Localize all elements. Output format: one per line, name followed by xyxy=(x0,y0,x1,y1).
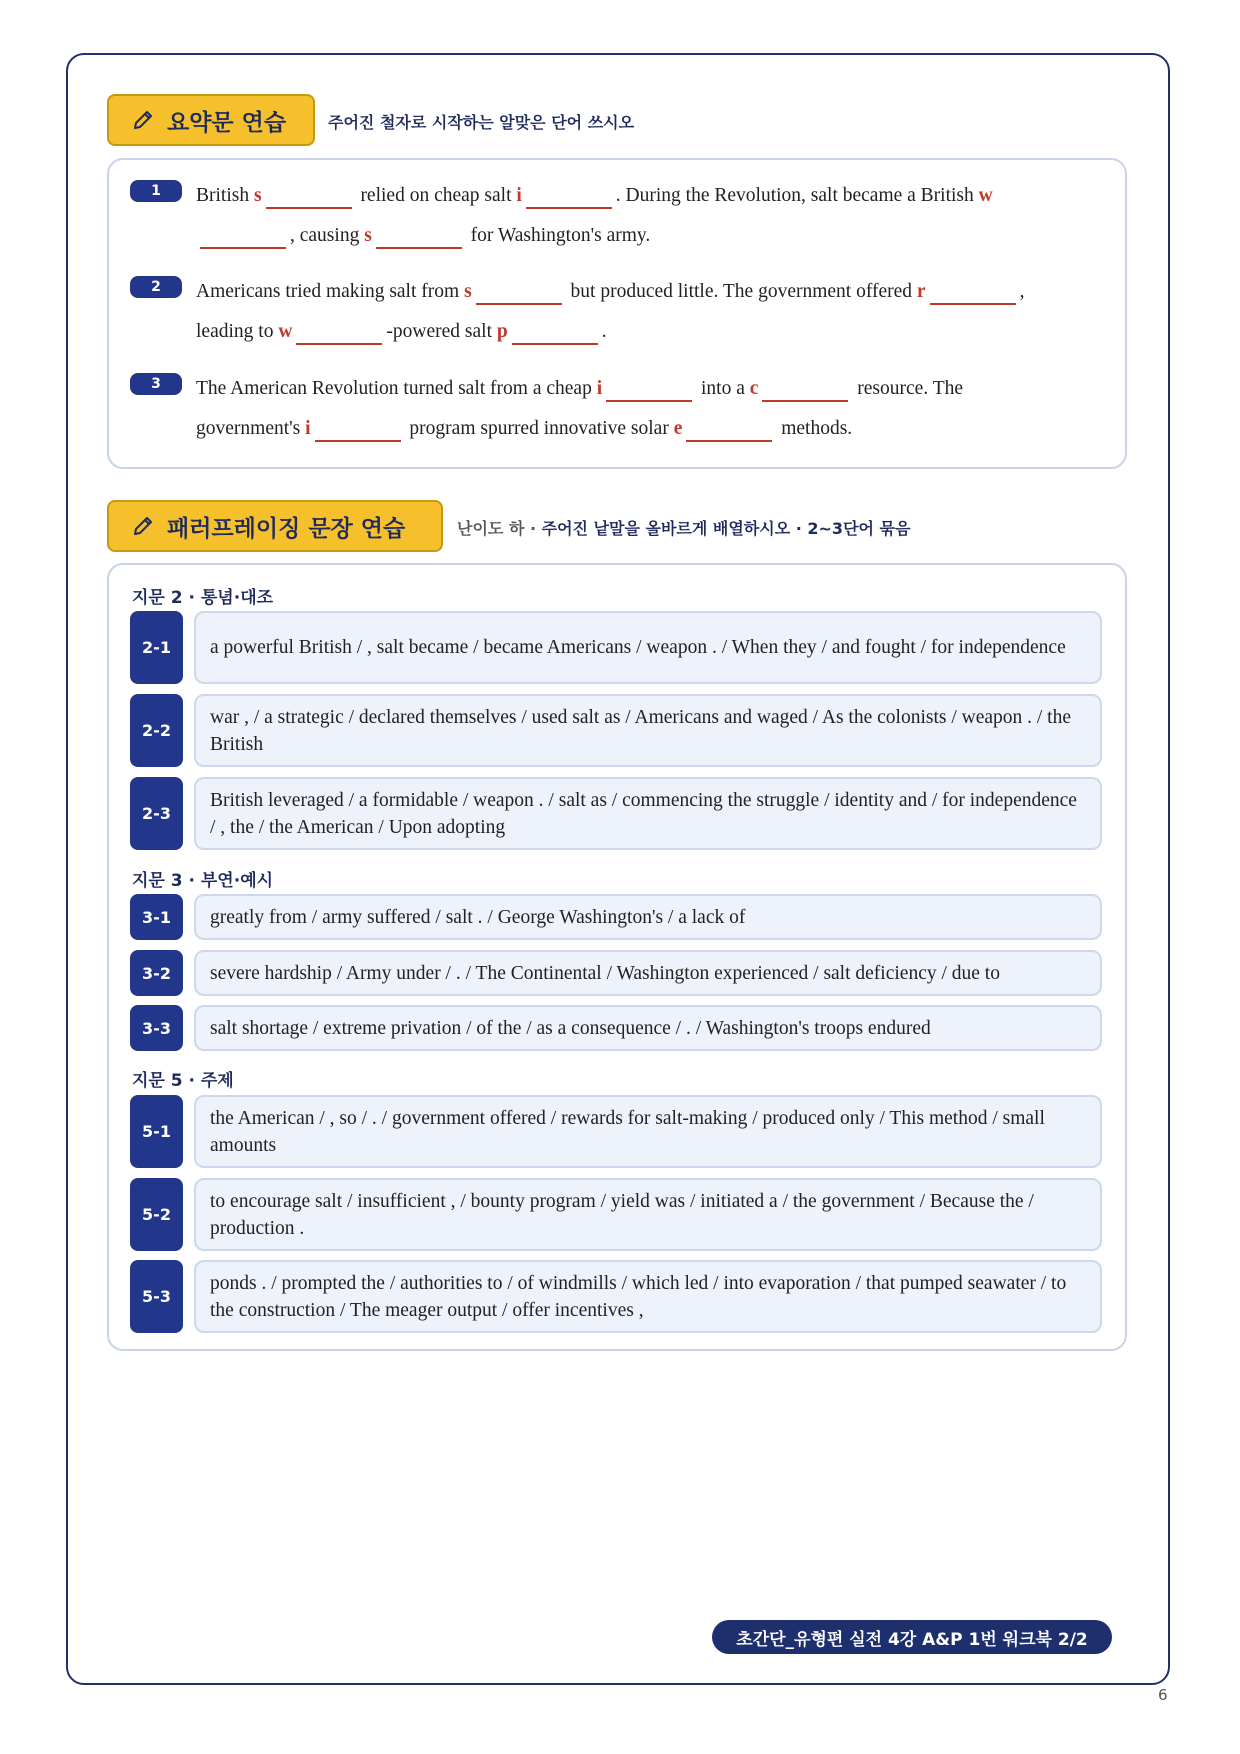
summary-text-segment: . xyxy=(601,321,607,342)
summary-text-segment: , xyxy=(1019,281,1025,302)
summary-text-segment: program spurred innovative solar xyxy=(404,418,674,439)
paraphrase-word-chunks: to encourage salt / insufficient , / bounty program / yield was / initiated a / the government / Because the / production . xyxy=(194,1178,1102,1251)
pencil-icon xyxy=(131,514,155,538)
paraphrase-instruction xyxy=(457,516,910,539)
paraphrase-word-chunks: a powerful British / , salt became / became Americans / weapon . / When they / and fought / for independence xyxy=(194,611,1102,684)
answer-blank[interactable] xyxy=(686,416,772,442)
page-number: 6 xyxy=(1158,1686,1168,1704)
paraphrase-section-title: 패러프레이징 문장 연습 xyxy=(167,515,406,542)
paraphrase-row-number: 5-3 xyxy=(130,1260,183,1333)
summary-text-segment: government's xyxy=(196,418,306,439)
summary-text-segment: . During the Revolution, salt became a British xyxy=(615,185,979,206)
summary-section-tag xyxy=(107,94,315,146)
hint-letter: s xyxy=(464,281,472,302)
answer-blank[interactable] xyxy=(526,183,612,209)
summary-text-segment: leading to xyxy=(196,321,279,342)
paraphrase-row-number: 2-2 xyxy=(130,694,183,767)
summary-text-segment: Americans tried making salt from xyxy=(196,281,465,302)
answer-blank[interactable] xyxy=(376,223,462,249)
passage-group-label: 지문 2 · 통념·대조 xyxy=(132,588,274,608)
answer-blank[interactable] xyxy=(930,279,1016,305)
hint-letter: s xyxy=(253,185,262,206)
paraphrase-row-number: 2-3 xyxy=(130,777,183,850)
hint-letter: p xyxy=(496,321,508,342)
answer-blank[interactable] xyxy=(606,376,692,402)
hint-letter: i xyxy=(305,418,311,439)
summary-section-title: 요약문 연습 xyxy=(167,109,287,136)
paraphrase-row-number: 2-1 xyxy=(130,611,183,684)
summary-text-segment: but produced little. The government offered xyxy=(565,281,917,302)
hint-letter: w xyxy=(278,321,293,342)
paraphrase-row-number: 3-3 xyxy=(130,1005,183,1051)
hint-letter: r xyxy=(916,281,926,302)
summary-text-segment: -powered salt xyxy=(386,321,497,342)
answer-blank[interactable] xyxy=(476,279,562,305)
summary-item-number: 3 xyxy=(130,373,182,395)
hint-letter: c xyxy=(749,378,759,399)
paraphrase-row-number: 3-1 xyxy=(130,894,183,940)
hint-letter: e xyxy=(673,418,683,439)
summary-item-text xyxy=(196,369,1096,449)
summary-item-number: 1 xyxy=(130,180,182,202)
workbook-footer-badge: 초간단_유형편 실전 4강 A&P 1번 워크북 2/2 xyxy=(712,1620,1112,1654)
answer-blank[interactable] xyxy=(266,183,352,209)
paraphrase-word-chunks: war , / a strategic / declared themselves / used salt as / Americans and waged / As the colonists / weapon . / the British xyxy=(194,694,1102,767)
answer-blank[interactable] xyxy=(762,376,848,402)
summary-text-segment: resource. The xyxy=(852,378,964,399)
paraphrase-row-number: 5-2 xyxy=(130,1178,183,1251)
summary-item-text xyxy=(196,272,1096,352)
summary-text-segment: , causing xyxy=(290,225,365,246)
answer-blank[interactable] xyxy=(315,416,401,442)
paraphrase-word-chunks: the American / , so / . / government offered / rewards for salt-making / produced only / This method / small amounts xyxy=(194,1095,1102,1168)
summary-text-segment: The American Revolution turned salt from a cheap xyxy=(196,378,597,399)
summary-text-segment: for Washington's army. xyxy=(465,225,651,246)
summary-instruction: 주어진 철자로 시작하는 알맞은 단어 쓰시오 xyxy=(328,113,635,132)
hint-letter: s xyxy=(364,225,372,246)
paraphrase-word-chunks: severe hardship / Army under / . / The Continental / Washington experienced / salt deficiency / due to xyxy=(194,950,1102,996)
paraphrase-word-chunks: ponds . / prompted the / authorities to / of windmills / which led / into evaporation / that pumped seawater / to the construction / The meager output / offer incentives , xyxy=(194,1260,1102,1333)
paraphrase-section-tag xyxy=(107,500,443,552)
hint-letter: i xyxy=(596,378,603,399)
pencil-icon xyxy=(131,108,155,132)
summary-item-number: 2 xyxy=(130,276,182,298)
hint-letter: w xyxy=(978,185,993,206)
answer-blank[interactable] xyxy=(296,319,382,345)
answer-blank[interactable] xyxy=(512,319,598,345)
paraphrase-word-chunks: greatly from / army suffered / salt . / George Washington's / a lack of xyxy=(194,894,1102,940)
summary-text-segment: relied on cheap salt xyxy=(355,185,517,206)
paraphrase-word-chunks: British leveraged / a formidable / weapon . / salt as / commencing the struggle / identity and / for independence / , the / the American / Upon adopting xyxy=(194,777,1102,850)
passage-group-label: 지문 3 · 부연·예시 xyxy=(132,871,274,891)
passage-group-label: 지문 5 · 주제 xyxy=(132,1071,234,1091)
paraphrase-instruction-text: 주어진 낱말을 올바르게 배열하시오 · 2~3단어 묶음 xyxy=(541,519,911,538)
summary-text-segment: into a xyxy=(696,378,750,399)
paraphrase-row-number: 3-2 xyxy=(130,950,183,996)
paraphrase-word-chunks: salt shortage / extreme privation / of the / as a consequence / . / Washington's troops endured xyxy=(194,1005,1102,1051)
answer-blank[interactable] xyxy=(200,223,286,249)
paraphrase-row-number: 5-1 xyxy=(130,1095,183,1168)
summary-text-segment: British xyxy=(196,185,254,206)
summary-item-text xyxy=(196,176,1096,256)
summary-text-segment: methods. xyxy=(776,418,853,439)
hint-letter: i xyxy=(516,185,522,206)
difficulty-label: 난이도 하 · xyxy=(457,519,537,538)
